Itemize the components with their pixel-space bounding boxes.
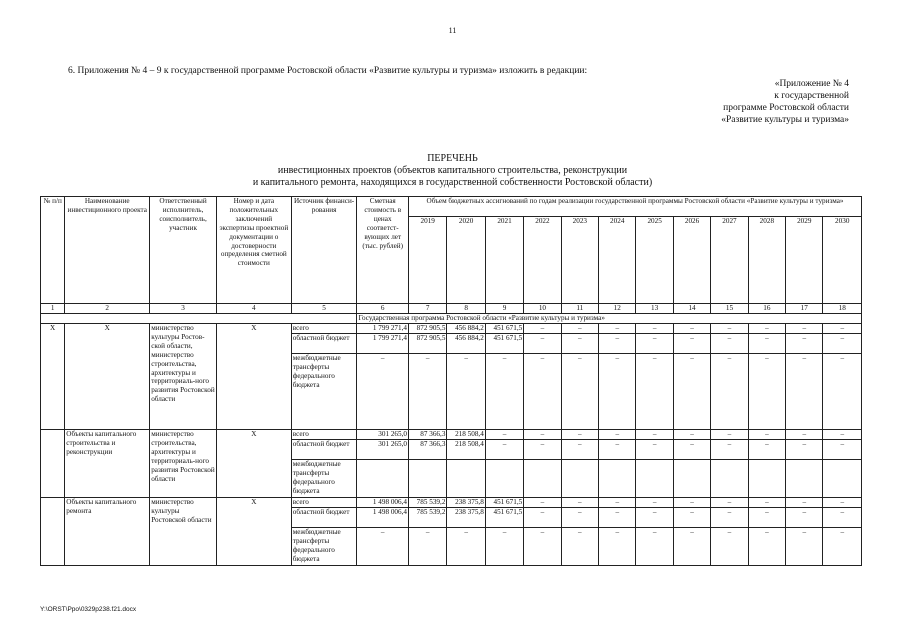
year-value-cell: – xyxy=(485,354,523,430)
header-year: 2025 xyxy=(636,217,673,304)
year-value-cell: – xyxy=(748,528,785,566)
year-value-cell: 451 671,5 xyxy=(485,498,523,508)
title-line-3: и капитального ремонта, находящихся в государственной собственности Ростовской области) xyxy=(252,177,653,188)
year-value-cell: – xyxy=(823,440,862,460)
intro-text: 6. Приложения № 4 – 9 к государственной программе Ростовской области «Развитие культуры и туризма» изложить в редакции: xyxy=(68,66,588,76)
program-row-spacer xyxy=(41,314,357,324)
year-value-cell: – xyxy=(636,324,673,334)
year-value-cell: – xyxy=(673,528,710,566)
year-value-cell: 456 884,2 xyxy=(447,324,485,334)
year-value-cell: – xyxy=(823,508,862,528)
year-value-cell: – xyxy=(599,324,636,334)
year-value-cell xyxy=(786,460,823,498)
project-name-cell: Х xyxy=(65,324,150,430)
year-value-cell: – xyxy=(823,528,862,566)
header-funding-source: Источник финанси-рования xyxy=(291,197,357,304)
header-year: 2023 xyxy=(561,217,598,304)
year-value-cell: 87 366,3 xyxy=(409,430,447,440)
column-number: 16 xyxy=(748,304,785,314)
column-number: 3 xyxy=(150,304,217,314)
row-number-cell: Х xyxy=(41,324,65,430)
year-value-cell: – xyxy=(599,430,636,440)
column-number: 17 xyxy=(786,304,823,314)
year-value-cell: – xyxy=(524,354,561,430)
year-value-cell: – xyxy=(786,324,823,334)
year-value-cell: – xyxy=(786,528,823,566)
header-year: 2027 xyxy=(711,217,748,304)
estimated-cost-cell: 1 799 271,4 xyxy=(357,324,409,334)
executor-cell: министерство культуры Ростовской области xyxy=(150,498,217,566)
column-number: 6 xyxy=(357,304,409,314)
year-value-cell: 451 671,5 xyxy=(485,508,523,528)
appendix-line-1: «Приложение № 4 xyxy=(774,79,849,89)
estimated-cost-cell: – xyxy=(357,528,409,566)
funding-source-cell: межбюджетные трансферты федерального бюджета xyxy=(291,460,357,498)
year-value-cell: – xyxy=(673,334,710,354)
column-number: 10 xyxy=(524,304,561,314)
year-value-cell xyxy=(711,460,748,498)
year-value-cell: 456 884,2 xyxy=(447,334,485,354)
year-value-cell: – xyxy=(673,508,710,528)
year-value-cell: – xyxy=(599,334,636,354)
year-value-cell: – xyxy=(561,528,598,566)
year-value-cell: – xyxy=(823,324,862,334)
year-value-cell: – xyxy=(561,440,598,460)
year-value-cell: – xyxy=(673,430,710,440)
year-value-cell: – xyxy=(786,334,823,354)
column-number: 15 xyxy=(711,304,748,314)
year-value-cell: – xyxy=(636,354,673,430)
footer-file-path: Y:\ORST\Ppo\0329p238.f21.docx xyxy=(40,606,137,613)
year-value-cell: – xyxy=(748,498,785,508)
year-value-cell: – xyxy=(673,498,710,508)
column-number: 2 xyxy=(65,304,150,314)
year-value-cell: – xyxy=(786,430,823,440)
year-value-cell: – xyxy=(673,324,710,334)
header-year: 2019 xyxy=(409,217,447,304)
year-value-cell: – xyxy=(711,528,748,566)
executor-cell: министерство строительства, архитектуры и территориаль-ного развития Ростовской области xyxy=(150,430,217,498)
column-number: 14 xyxy=(673,304,710,314)
project-name-cell: Объекты капитального ремонта xyxy=(65,498,150,566)
year-value-cell: – xyxy=(485,430,523,440)
appendix-line-4: «Развитие культуры и туризма» xyxy=(721,115,849,125)
year-value-cell: – xyxy=(823,334,862,354)
year-value-cell: – xyxy=(711,498,748,508)
estimated-cost-cell: 1 799 271,4 xyxy=(357,334,409,354)
header-year: 2028 xyxy=(748,217,785,304)
funding-source-cell: межбюджетные трансферты федерального бюджета xyxy=(291,528,357,566)
year-value-cell: – xyxy=(524,430,561,440)
year-value-cell xyxy=(599,460,636,498)
appendix-line-3: программе Ростовской области xyxy=(723,103,849,113)
funding-source-cell: межбюджетные трансферты федерального бюджета xyxy=(291,354,357,430)
year-value-cell: – xyxy=(673,440,710,460)
header-project-name: Наименование инвестиционного проекта xyxy=(65,197,150,304)
year-value-cell: – xyxy=(447,354,485,430)
year-value-cell: – xyxy=(409,528,447,566)
year-value-cell: – xyxy=(636,440,673,460)
column-number: 4 xyxy=(216,304,291,314)
column-number: 8 xyxy=(447,304,485,314)
year-value-cell: – xyxy=(524,324,561,334)
year-value-cell: – xyxy=(636,334,673,354)
year-value-cell: – xyxy=(524,528,561,566)
title-line-1: ПЕРЕЧЕНЬ xyxy=(427,153,478,164)
project-name-cell: Объекты капитального строительства и реконструкции xyxy=(65,430,150,498)
year-value-cell: 785 539,2 xyxy=(409,508,447,528)
year-value-cell xyxy=(636,460,673,498)
column-number: 12 xyxy=(599,304,636,314)
year-value-cell: – xyxy=(524,440,561,460)
investment-table-container xyxy=(40,196,862,566)
year-value-cell: – xyxy=(786,508,823,528)
funding-source-cell: всего xyxy=(291,324,357,334)
year-value-cell: – xyxy=(636,508,673,528)
year-value-cell: – xyxy=(823,498,862,508)
year-value-cell: – xyxy=(748,440,785,460)
header-executor: Ответственный исполнитель, соисполнитель, участник xyxy=(150,197,217,304)
column-number: 9 xyxy=(485,304,523,314)
year-value-cell: – xyxy=(561,498,598,508)
year-value-cell: 872 905,5 xyxy=(409,334,447,354)
header-estimated-cost: Сметная стоимость в ценах соответст-вующих лет (тыс. рублей) xyxy=(357,197,409,304)
year-value-cell xyxy=(409,460,447,498)
year-value-cell: – xyxy=(786,498,823,508)
year-value-cell: – xyxy=(711,440,748,460)
year-value-cell: – xyxy=(711,324,748,334)
year-value-cell: – xyxy=(561,508,598,528)
title-line-2: инвестиционных проектов (объектов капитального строительства, реконструкции xyxy=(277,165,628,176)
year-value-cell: – xyxy=(485,528,523,566)
year-value-cell xyxy=(673,460,710,498)
estimated-cost-cell: 301 265,0 xyxy=(357,430,409,440)
year-value-cell: – xyxy=(524,498,561,508)
estimated-cost-cell: 1 498 006,4 xyxy=(357,508,409,528)
year-value-cell: – xyxy=(823,430,862,440)
year-value-cell: – xyxy=(711,354,748,430)
year-value-cell: – xyxy=(561,354,598,430)
year-value-cell: – xyxy=(561,334,598,354)
year-value-cell xyxy=(561,460,598,498)
page-number: 11 xyxy=(448,26,457,35)
table-row xyxy=(41,430,862,440)
estimated-cost-cell: 301 265,0 xyxy=(357,440,409,460)
year-value-cell: – xyxy=(786,440,823,460)
year-value-cell: – xyxy=(636,498,673,508)
year-value-cell: – xyxy=(748,354,785,430)
year-value-cell: – xyxy=(711,430,748,440)
year-value-cell: – xyxy=(561,324,598,334)
year-value-cell xyxy=(823,460,862,498)
year-value-cell: 87 366,3 xyxy=(409,440,447,460)
header-year: 2030 xyxy=(823,217,862,304)
year-value-cell: – xyxy=(447,528,485,566)
year-value-cell: 785 539,2 xyxy=(409,498,447,508)
column-number: 11 xyxy=(561,304,598,314)
column-number: 13 xyxy=(636,304,673,314)
year-value-cell: – xyxy=(599,528,636,566)
year-value-cell xyxy=(485,460,523,498)
year-value-cell: – xyxy=(673,354,710,430)
document-title xyxy=(0,153,905,189)
year-value-cell: 218 508,4 xyxy=(447,440,485,460)
row-number-cell xyxy=(41,498,65,566)
appendix-heading xyxy=(721,78,849,126)
year-value-cell: – xyxy=(748,324,785,334)
header-year: 2024 xyxy=(599,217,636,304)
year-value-cell: – xyxy=(599,508,636,528)
funding-source-cell: областной бюджет xyxy=(291,508,357,528)
year-value-cell: – xyxy=(636,430,673,440)
column-number: 18 xyxy=(823,304,862,314)
year-value-cell: – xyxy=(599,354,636,430)
year-value-cell: – xyxy=(485,440,523,460)
year-value-cell: – xyxy=(409,354,447,430)
table-row xyxy=(41,324,862,334)
estimated-cost-cell: – xyxy=(357,354,409,430)
year-value-cell: – xyxy=(524,334,561,354)
year-value-cell: – xyxy=(599,498,636,508)
funding-source-cell: всего xyxy=(291,430,357,440)
year-value-cell xyxy=(748,460,785,498)
header-year: 2026 xyxy=(673,217,710,304)
header-no: № п/п xyxy=(41,197,65,304)
column-number: 5 xyxy=(291,304,357,314)
executor-cell: министерство культуры Ростов-ской области, министерство строительства, архитектуры и территориаль-ного развития Ростовской области xyxy=(150,324,217,430)
estimated-cost-cell xyxy=(357,460,409,498)
year-value-cell: – xyxy=(748,508,785,528)
year-value-cell: – xyxy=(561,430,598,440)
year-value-cell: – xyxy=(636,528,673,566)
estimated-cost-cell: 1 498 006,4 xyxy=(357,498,409,508)
header-year: 2020 xyxy=(447,217,485,304)
header-expertise: Номер и дата положительных заключений экспертизы проектной документации о достоверности определения сметной стоимости xyxy=(216,197,291,304)
year-value-cell: – xyxy=(748,334,785,354)
row-number-cell xyxy=(41,430,65,498)
funding-source-cell: областной бюджет xyxy=(291,440,357,460)
expertise-cell: Х xyxy=(216,430,291,498)
year-value-cell: – xyxy=(599,440,636,460)
year-value-cell: – xyxy=(786,354,823,430)
investment-table xyxy=(40,196,862,566)
year-value-cell: 218 508,4 xyxy=(447,430,485,440)
expertise-cell: Х xyxy=(216,324,291,430)
year-value-cell xyxy=(447,460,485,498)
year-value-cell xyxy=(524,460,561,498)
header-year: 2021 xyxy=(485,217,523,304)
column-number: 7 xyxy=(409,304,447,314)
header-year: 2022 xyxy=(524,217,561,304)
year-value-cell: 238 375,8 xyxy=(447,498,485,508)
funding-source-cell: областной бюджет xyxy=(291,334,357,354)
appendix-line-2: к государственной xyxy=(774,91,849,101)
year-value-cell: – xyxy=(748,430,785,440)
funding-source-cell: всего xyxy=(291,498,357,508)
year-value-cell: – xyxy=(711,334,748,354)
table-row xyxy=(41,498,862,508)
year-value-cell: – xyxy=(711,508,748,528)
header-budget-group: Объем бюджетных ассигнований по годам реализации государственной программы Ростовской области «Развитие культуры и туризма» xyxy=(409,197,862,217)
year-value-cell: 451 671,5 xyxy=(485,324,523,334)
year-value-cell: 451 671,5 xyxy=(485,334,523,354)
program-row: Государственная программа Ростовской области «Развитие культуры и туризма» xyxy=(357,314,862,324)
column-number: 1 xyxy=(41,304,65,314)
year-value-cell: – xyxy=(823,354,862,430)
year-value-cell: – xyxy=(524,508,561,528)
header-year: 2029 xyxy=(786,217,823,304)
expertise-cell: Х xyxy=(216,498,291,566)
year-value-cell: 238 375,8 xyxy=(447,508,485,528)
year-value-cell: 872 905,5 xyxy=(409,324,447,334)
